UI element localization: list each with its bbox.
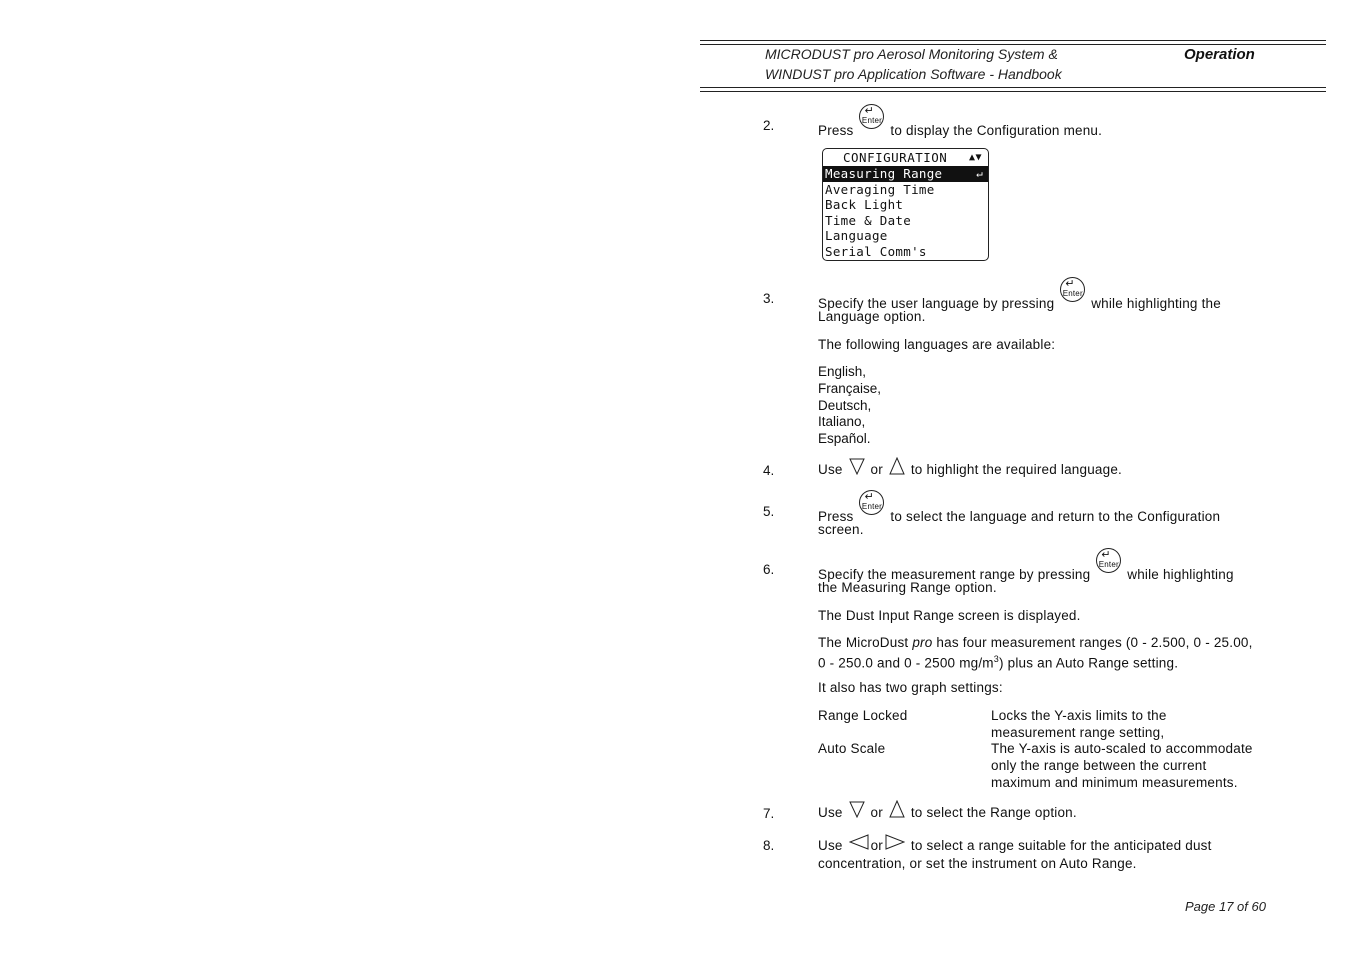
language-item: English, (818, 364, 867, 379)
left-triangle-icon (849, 833, 869, 851)
enter-key-icon: ↵ Enter (1060, 277, 1085, 302)
step2-number: 2. (763, 118, 775, 133)
step5-text: Press ↵ Enter to select the language and return to the Configuration (818, 491, 1221, 524)
header-rule-bottom-1 (700, 87, 1326, 88)
step5-number: 5. (763, 504, 775, 519)
header-title-line1: MICRODUST pro Aerosol Monitoring System & (765, 46, 1058, 62)
enter-icon: ↵ (976, 167, 983, 180)
step6-para1: The Dust Input Range screen is displayed. (818, 608, 1081, 623)
step5-line2: screen. (818, 522, 864, 537)
right-triangle-icon (885, 833, 905, 851)
step6-text: Specify the measurement range by pressing ↵ Enter while highlighting (818, 549, 1234, 582)
lcd-item-averaging-time: Averaging Time (825, 181, 935, 197)
step3-text: Specify the user language by pressing ↵ Enter while highlighting the (818, 278, 1221, 311)
enter-key-icon: ↵ Enter (1096, 548, 1121, 573)
language-item: Française, (818, 380, 882, 396)
lcd-item-measuring-range: Measuring Range ↵ (823, 166, 988, 182)
language-list (818, 364, 881, 448)
step7-number: 7. (763, 806, 775, 821)
down-triangle-icon (849, 800, 865, 818)
language-item: Español. (818, 431, 871, 447)
lcd-item-time-date: Time & Date (825, 212, 912, 228)
setting-name: Auto Scale (818, 741, 886, 756)
step3-line2: Language option. (818, 309, 926, 324)
step2-before: Press (818, 123, 854, 138)
up-triangle-icon (889, 457, 905, 475)
step2-after: to display the Configuration menu. (890, 123, 1103, 138)
step6-line2: the Measuring Range option. (818, 580, 997, 595)
step4-number: 4. (763, 463, 775, 478)
setting-name: Range Locked (818, 708, 908, 723)
step8-line2: concentration, or set the instrument on Auto Range. (818, 856, 1137, 871)
setting-desc: The Y-axis is auto-scaled to accommodate only the range between the current maximum and minimum measurements. (991, 741, 1253, 790)
header-section: Operation (1184, 46, 1255, 63)
language-item: Italiano, (818, 414, 866, 430)
step6-number: 6. (763, 562, 775, 577)
step3-number: 3. (763, 291, 775, 306)
step3-para: The following languages are available: (818, 337, 1056, 352)
step6-para2: The MicroDust pro has four measurement ranges (0 - 2.500, 0 - 25.00, (818, 635, 1253, 650)
header-rule-top-1 (700, 40, 1326, 41)
lcd-title: CONFIGURATION ▲▼ (843, 150, 982, 165)
step7-text: Use or to select the Range option. (818, 800, 1077, 821)
lcd-item-back-light: Back Light (825, 197, 904, 212)
lcd-item-language: Language (825, 228, 888, 243)
up-triangle-icon (889, 800, 905, 818)
step2-text (818, 104, 1102, 139)
lcd-item-serial-comms: Serial Comm's (825, 243, 927, 259)
down-triangle-icon (849, 457, 865, 475)
setting-desc: Locks the Y-axis limits to the measurement range setting, (991, 708, 1167, 740)
enter-key-icon: ↵ Enter (859, 104, 884, 129)
header-rule-bottom-2 (700, 91, 1326, 92)
step4-text: Use or to highlight the required language. (818, 457, 1122, 478)
step8-text: Use or to select a range suitable for the anticipated dust (818, 833, 1212, 854)
language-item: Deutsch, (818, 397, 872, 413)
page-number: Page 17 of 60 (1185, 899, 1266, 914)
configuration-lcd (822, 148, 989, 261)
enter-key-icon: ↵ Enter (859, 490, 884, 515)
up-down-arrows-icon: ▲▼ (968, 152, 982, 163)
header-title-line2: WINDUST pro Application Software - Handbook (765, 66, 1062, 82)
step8-number: 8. (763, 838, 775, 853)
step6-para2-line2: 0 - 250.0 and 0 - 2500 $mg/m^3$) plus an Auto Range setting. (818, 654, 1179, 671)
step6-para3: It also has two graph settings: (818, 680, 1003, 695)
